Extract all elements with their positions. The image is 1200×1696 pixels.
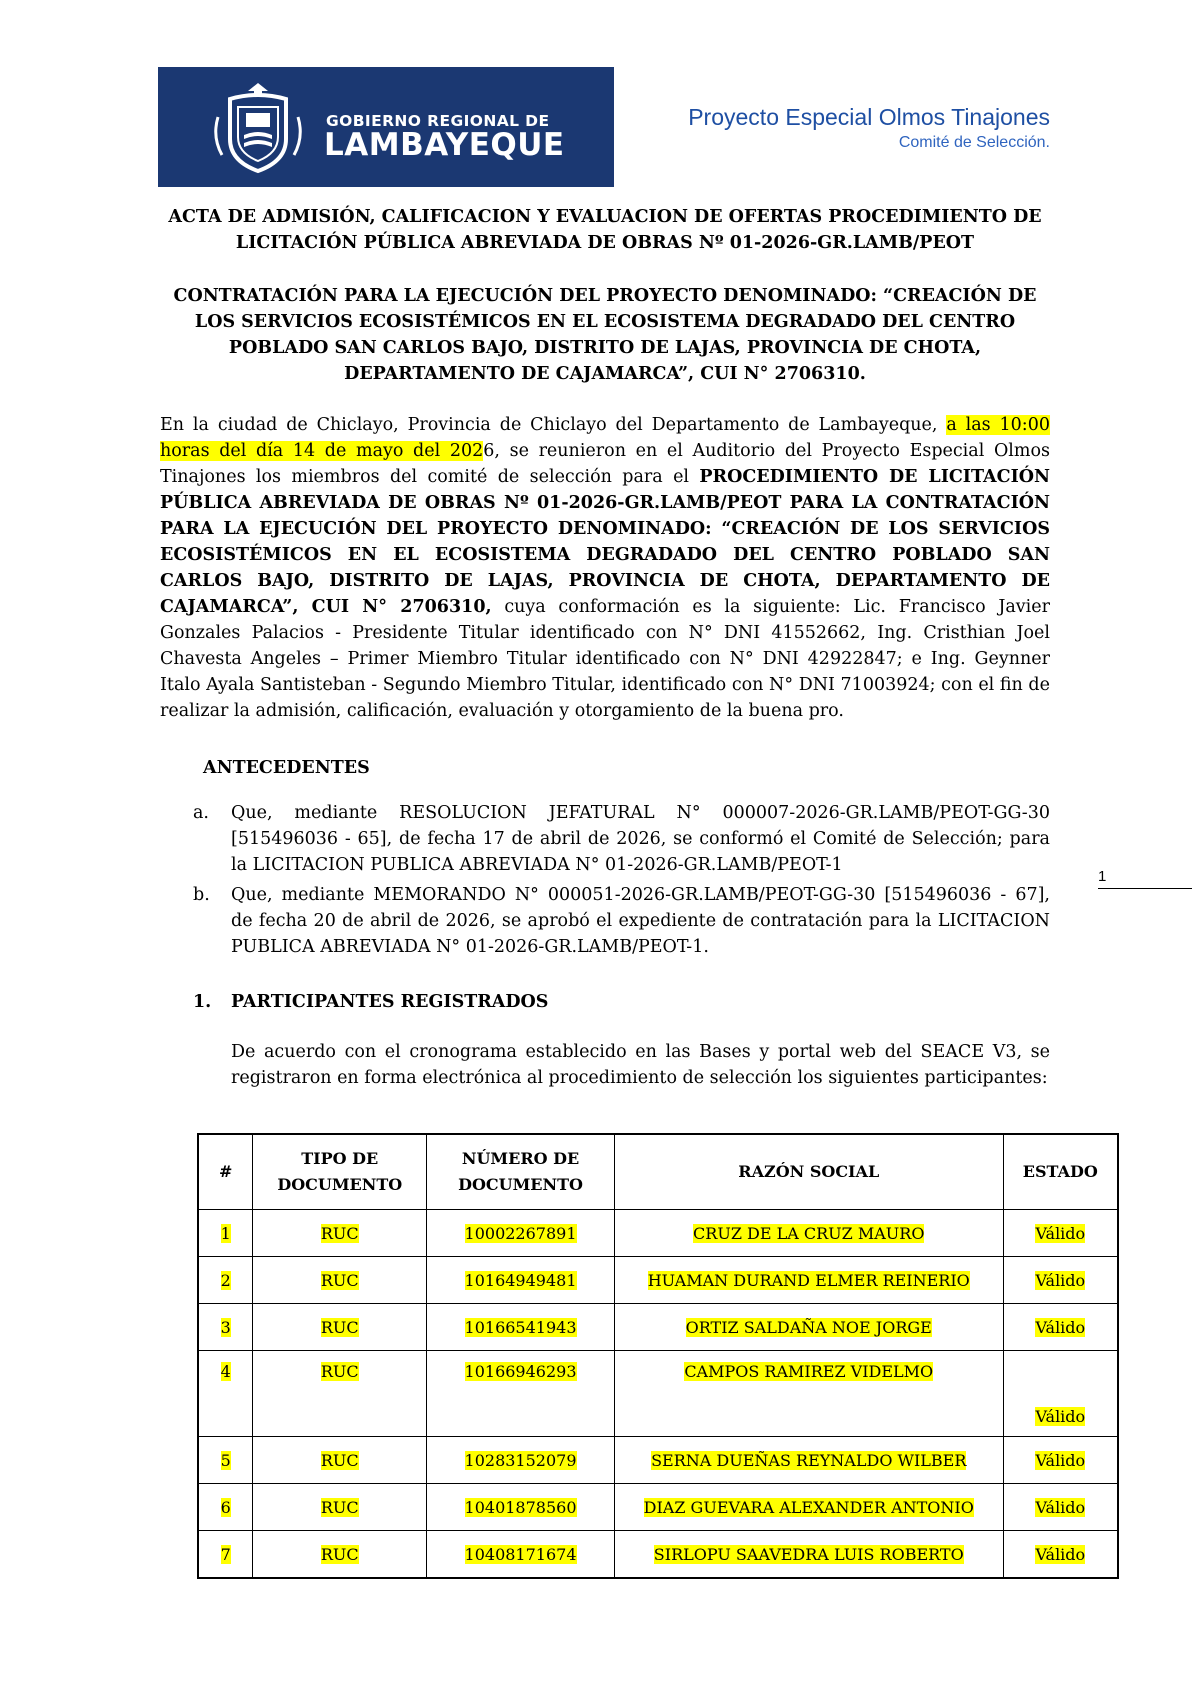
cell-business-name: CAMPOS RAMIREZ VIDELMO xyxy=(614,1351,1003,1437)
cell-status: Válido xyxy=(1003,1257,1118,1304)
cell-doc-type: RUC xyxy=(253,1257,427,1304)
header-doc-type: TIPO DE DOCUMENTO xyxy=(253,1134,427,1210)
cell-doc-number: 10401878560 xyxy=(427,1484,615,1531)
section-1-text: De acuerdo con el cronograma establecido en las Bases y portal web del SEACE V3, se registraron en forma electrónica al procedimiento de selección los siguientes participantes: xyxy=(231,1042,1050,1088)
table-row xyxy=(198,1257,1118,1304)
item-text: Que, mediante RESOLUCION JEFATURAL N° 000007-2026-GR.LAMB/PEOT-GG-30 [515496036 - 65], de fecha 17 de abril de 2026, se conformó el Comité de Selección; para la LICITACION PUBLICA ABREVIADA N° 01-2026-GR.LAMB/PEOT-1 xyxy=(231,803,1050,875)
cell-doc-number: 10166541943 xyxy=(427,1304,615,1351)
cell-number: 6 xyxy=(198,1484,253,1531)
cell-status: Válido xyxy=(1003,1437,1118,1484)
page-number: 1 xyxy=(1098,868,1192,889)
section-title: PARTICIPANTES REGISTRADOS xyxy=(231,992,549,1012)
table-header-row xyxy=(198,1134,1118,1210)
cell-business-name: SIRLOPU SAAVEDRA LUIS ROBERTO xyxy=(614,1531,1003,1579)
document-title xyxy=(160,204,1050,256)
cell-number: 7 xyxy=(198,1531,253,1579)
cell-doc-type: RUC xyxy=(253,1484,427,1531)
subtitle-line-2: LOS SERVICIOS ECOSISTÉMICOS EN EL ECOSISTEMA DEGRADADO DEL CENTRO xyxy=(194,312,1016,332)
intro-text-2: 6, se reunieron en el Auditorio del Proyecto Especial Olmos Tinajones los miembros del comité de selección para el xyxy=(160,441,1051,487)
antecedente-item-b xyxy=(193,882,1050,960)
table-row xyxy=(198,1484,1118,1531)
header-status: ESTADO xyxy=(1003,1134,1118,1210)
subtitle-line-3: POBLADO SAN CARLOS BAJO, DISTRITO DE LAJAS, PROVINCIA DE CHOTA, xyxy=(228,338,982,358)
intro-bold: PROCEDIMIENTO DE LICITACIÓN PÚBLICA ABREVIADA DE OBRAS Nº 01-2026-GR.LAMB/PEOT PARA LA CONTRATACIÓN PARA LA EJECUCIÓN DEL PROYECTO DENOMINADO: “CREACIÓN DE LOS SERVICIOS ECOSISTÉMICOS EN EL ECOSISTEMA DEGRADADO DEL CENTRO POBLADO SAN CARLOS BAJO, DISTRITO DE LAJAS, PROVINCIA DE CHOTA, DEPARTAMENTO DE CAJAMARCA”, CUI N° 2706310, xyxy=(160,467,1050,617)
cell-status: Válido xyxy=(1003,1351,1118,1437)
title-line-2: LICITACIÓN PÚBLICA ABREVIADA DE OBRAS Nº 01-2026-GR.LAMB/PEOT xyxy=(235,233,975,253)
participants-table xyxy=(197,1133,1119,1579)
cell-number: 5 xyxy=(198,1437,253,1484)
item-label: a. xyxy=(193,803,209,823)
cell-status: Válido xyxy=(1003,1304,1118,1351)
cell-doc-number: 10164949481 xyxy=(427,1257,615,1304)
item-label: b. xyxy=(193,885,210,905)
header-banner xyxy=(158,67,614,187)
cell-doc-number: 10408171674 xyxy=(427,1531,615,1579)
title-line-1: ACTA DE ADMISIÓN, CALIFICACION Y EVALUACION DE OFERTAS PROCEDIMIENTO DE xyxy=(168,207,1042,227)
cell-business-name: CRUZ DE LA CRUZ MAURO xyxy=(614,1210,1003,1257)
cell-business-name: ORTIZ SALDAÑA NOE JORGE xyxy=(614,1304,1003,1351)
regional-seal-icon xyxy=(208,77,308,177)
section-1-heading xyxy=(193,989,548,1015)
cell-business-name: DIAZ GUEVARA ALEXANDER ANTONIO xyxy=(614,1484,1003,1531)
cell-doc-number: 10283152079 xyxy=(427,1437,615,1484)
intro-text-1: En la ciudad de Chiclayo, Provincia de Chiclayo del Departamento de Lambayeque, xyxy=(160,415,947,435)
logo-line-2: LAMBAYEQUE xyxy=(324,127,565,163)
cell-number: 3 xyxy=(198,1304,253,1351)
cell-business-name: SERNA DUEÑAS REYNALDO WILBER xyxy=(614,1437,1003,1484)
project-subtitle: Comité de Selección. xyxy=(898,134,1050,151)
cell-doc-type: RUC xyxy=(253,1437,427,1484)
cell-doc-type: RUC xyxy=(253,1210,427,1257)
cell-doc-type: RUC xyxy=(253,1304,427,1351)
logo-line-1: GOBIERNO REGIONAL DE xyxy=(326,112,550,130)
intro-text-3: cuya conformación es la siguiente: Lic. Francisco Javier Gonzales Palacios - Presidente Titular identificado con N° DNI 41552662, Ing. Cristhian Joel Chavesta Angeles – Primer Miembro Titular identificado con N° DNI 42922847; e Ing. Geynner Italo Ayala Santisteban - Segundo Miembro Titular, identificado con N° DNI 71003924; con el fin de realizar la admisión, calificación, evaluación y otorgamiento de la buena pro. xyxy=(160,597,1050,721)
table-row xyxy=(198,1304,1118,1351)
cell-doc-type: RUC xyxy=(253,1351,427,1437)
header-business-name: RAZÓN SOCIAL xyxy=(614,1134,1003,1210)
header-number: # xyxy=(198,1134,253,1210)
cell-number: 2 xyxy=(198,1257,253,1304)
table-row xyxy=(198,1437,1118,1484)
cell-number: 4 xyxy=(198,1351,253,1437)
cell-doc-number: 10002267891 xyxy=(427,1210,615,1257)
document-subtitle xyxy=(160,283,1050,387)
section-number: 1. xyxy=(193,992,212,1012)
intro-paragraph xyxy=(160,412,1050,724)
cell-status: Válido xyxy=(1003,1210,1118,1257)
table-row xyxy=(198,1351,1118,1437)
cell-number: 1 xyxy=(198,1210,253,1257)
subtitle-line-1: CONTRATACIÓN PARA LA EJECUCIÓN DEL PROYECTO DENOMINADO: “CREACIÓN DE xyxy=(173,286,1037,306)
antecedentes-heading: ANTECEDENTES xyxy=(203,758,370,778)
table-row xyxy=(198,1531,1118,1579)
cell-doc-type: RUC xyxy=(253,1531,427,1579)
item-text: Que, mediante MEMORANDO N° 000051-2026-GR.LAMB/PEOT-GG-30 [515496036 - 67], de fecha 20 de abril de 2026, se aprobó el expediente de contratación para la LICITACION PUBLICA ABREVIADA N° 01-2026-GR.LAMB/PEOT-1. xyxy=(231,885,1050,957)
table-row xyxy=(198,1210,1118,1257)
subtitle-line-4: DEPARTAMENTO DE CAJAMARCA”, CUI N° 2706310. xyxy=(344,364,866,384)
cell-business-name: HUAMAN DURAND ELMER REINERIO xyxy=(614,1257,1003,1304)
intro-highlight: a las 10:00 horas del día 14 de mayo del 202 xyxy=(160,415,1050,461)
project-title: Proyecto Especial Olmos Tinajones xyxy=(688,104,1050,130)
cell-status: Válido xyxy=(1003,1484,1118,1531)
cell-status: Válido xyxy=(1003,1531,1118,1579)
cell-doc-number: 10166946293 xyxy=(427,1351,615,1437)
antecedente-item-a xyxy=(193,800,1050,878)
header-doc-number: NÚMERO DE DOCUMENTO xyxy=(427,1134,615,1210)
